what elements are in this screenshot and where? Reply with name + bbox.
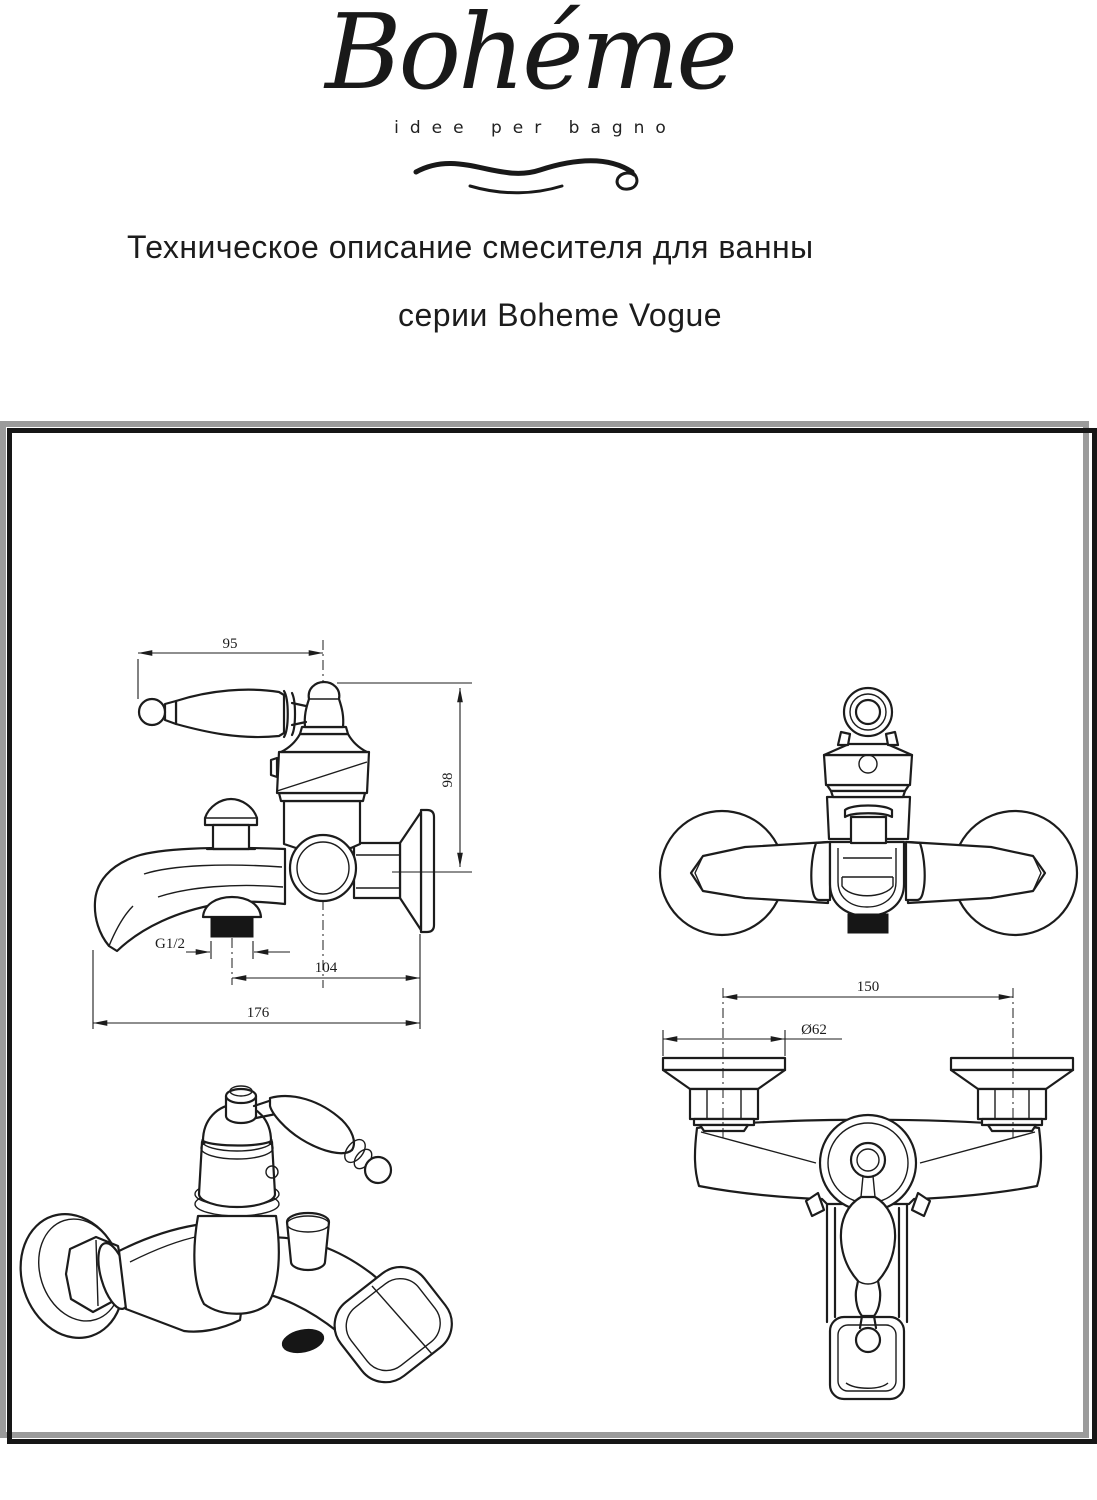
brand-tagline: idee per bagno xyxy=(394,118,677,138)
iso-body xyxy=(194,1104,279,1314)
iso-wall-flange xyxy=(8,1201,139,1352)
logo-flourish-icon xyxy=(412,142,652,202)
top-view-dimensions xyxy=(663,979,1013,1056)
dim-150: 150 xyxy=(856,979,880,995)
side-view-shower-outlet xyxy=(203,897,261,937)
top-view-right-escutcheon xyxy=(951,1058,1073,1131)
side-view-wall-flange xyxy=(354,810,434,932)
top-view-left-escutcheon xyxy=(663,1058,785,1131)
document-title-line2: серии Boheme Vogue xyxy=(398,297,723,333)
iso-diverter-knob xyxy=(287,1213,329,1270)
dim-thread: G1/2 xyxy=(155,936,185,952)
dim-104: 104 xyxy=(314,960,338,976)
side-view-spout xyxy=(95,848,285,951)
front-view-handle-ring xyxy=(838,688,898,745)
dim-95: 95 xyxy=(222,636,238,652)
top-view xyxy=(663,979,1073,1399)
front-view-body xyxy=(811,744,924,933)
front-view xyxy=(660,688,1077,935)
isometric-view xyxy=(8,1086,464,1394)
technical-drawing xyxy=(8,425,1090,1441)
dim-176: 176 xyxy=(246,1005,270,1021)
iso-spout xyxy=(256,1237,464,1394)
brand-logo: Bohéme xyxy=(325,0,735,113)
dim-98: 98 xyxy=(440,772,456,788)
front-view-shower-outlet xyxy=(848,914,888,933)
dim-62: Ø62 xyxy=(801,1022,827,1038)
side-view xyxy=(93,636,472,1029)
side-view-diverter-knob xyxy=(205,799,257,849)
document-title-line1: Техническое описание смесителя для ванны xyxy=(127,229,814,265)
